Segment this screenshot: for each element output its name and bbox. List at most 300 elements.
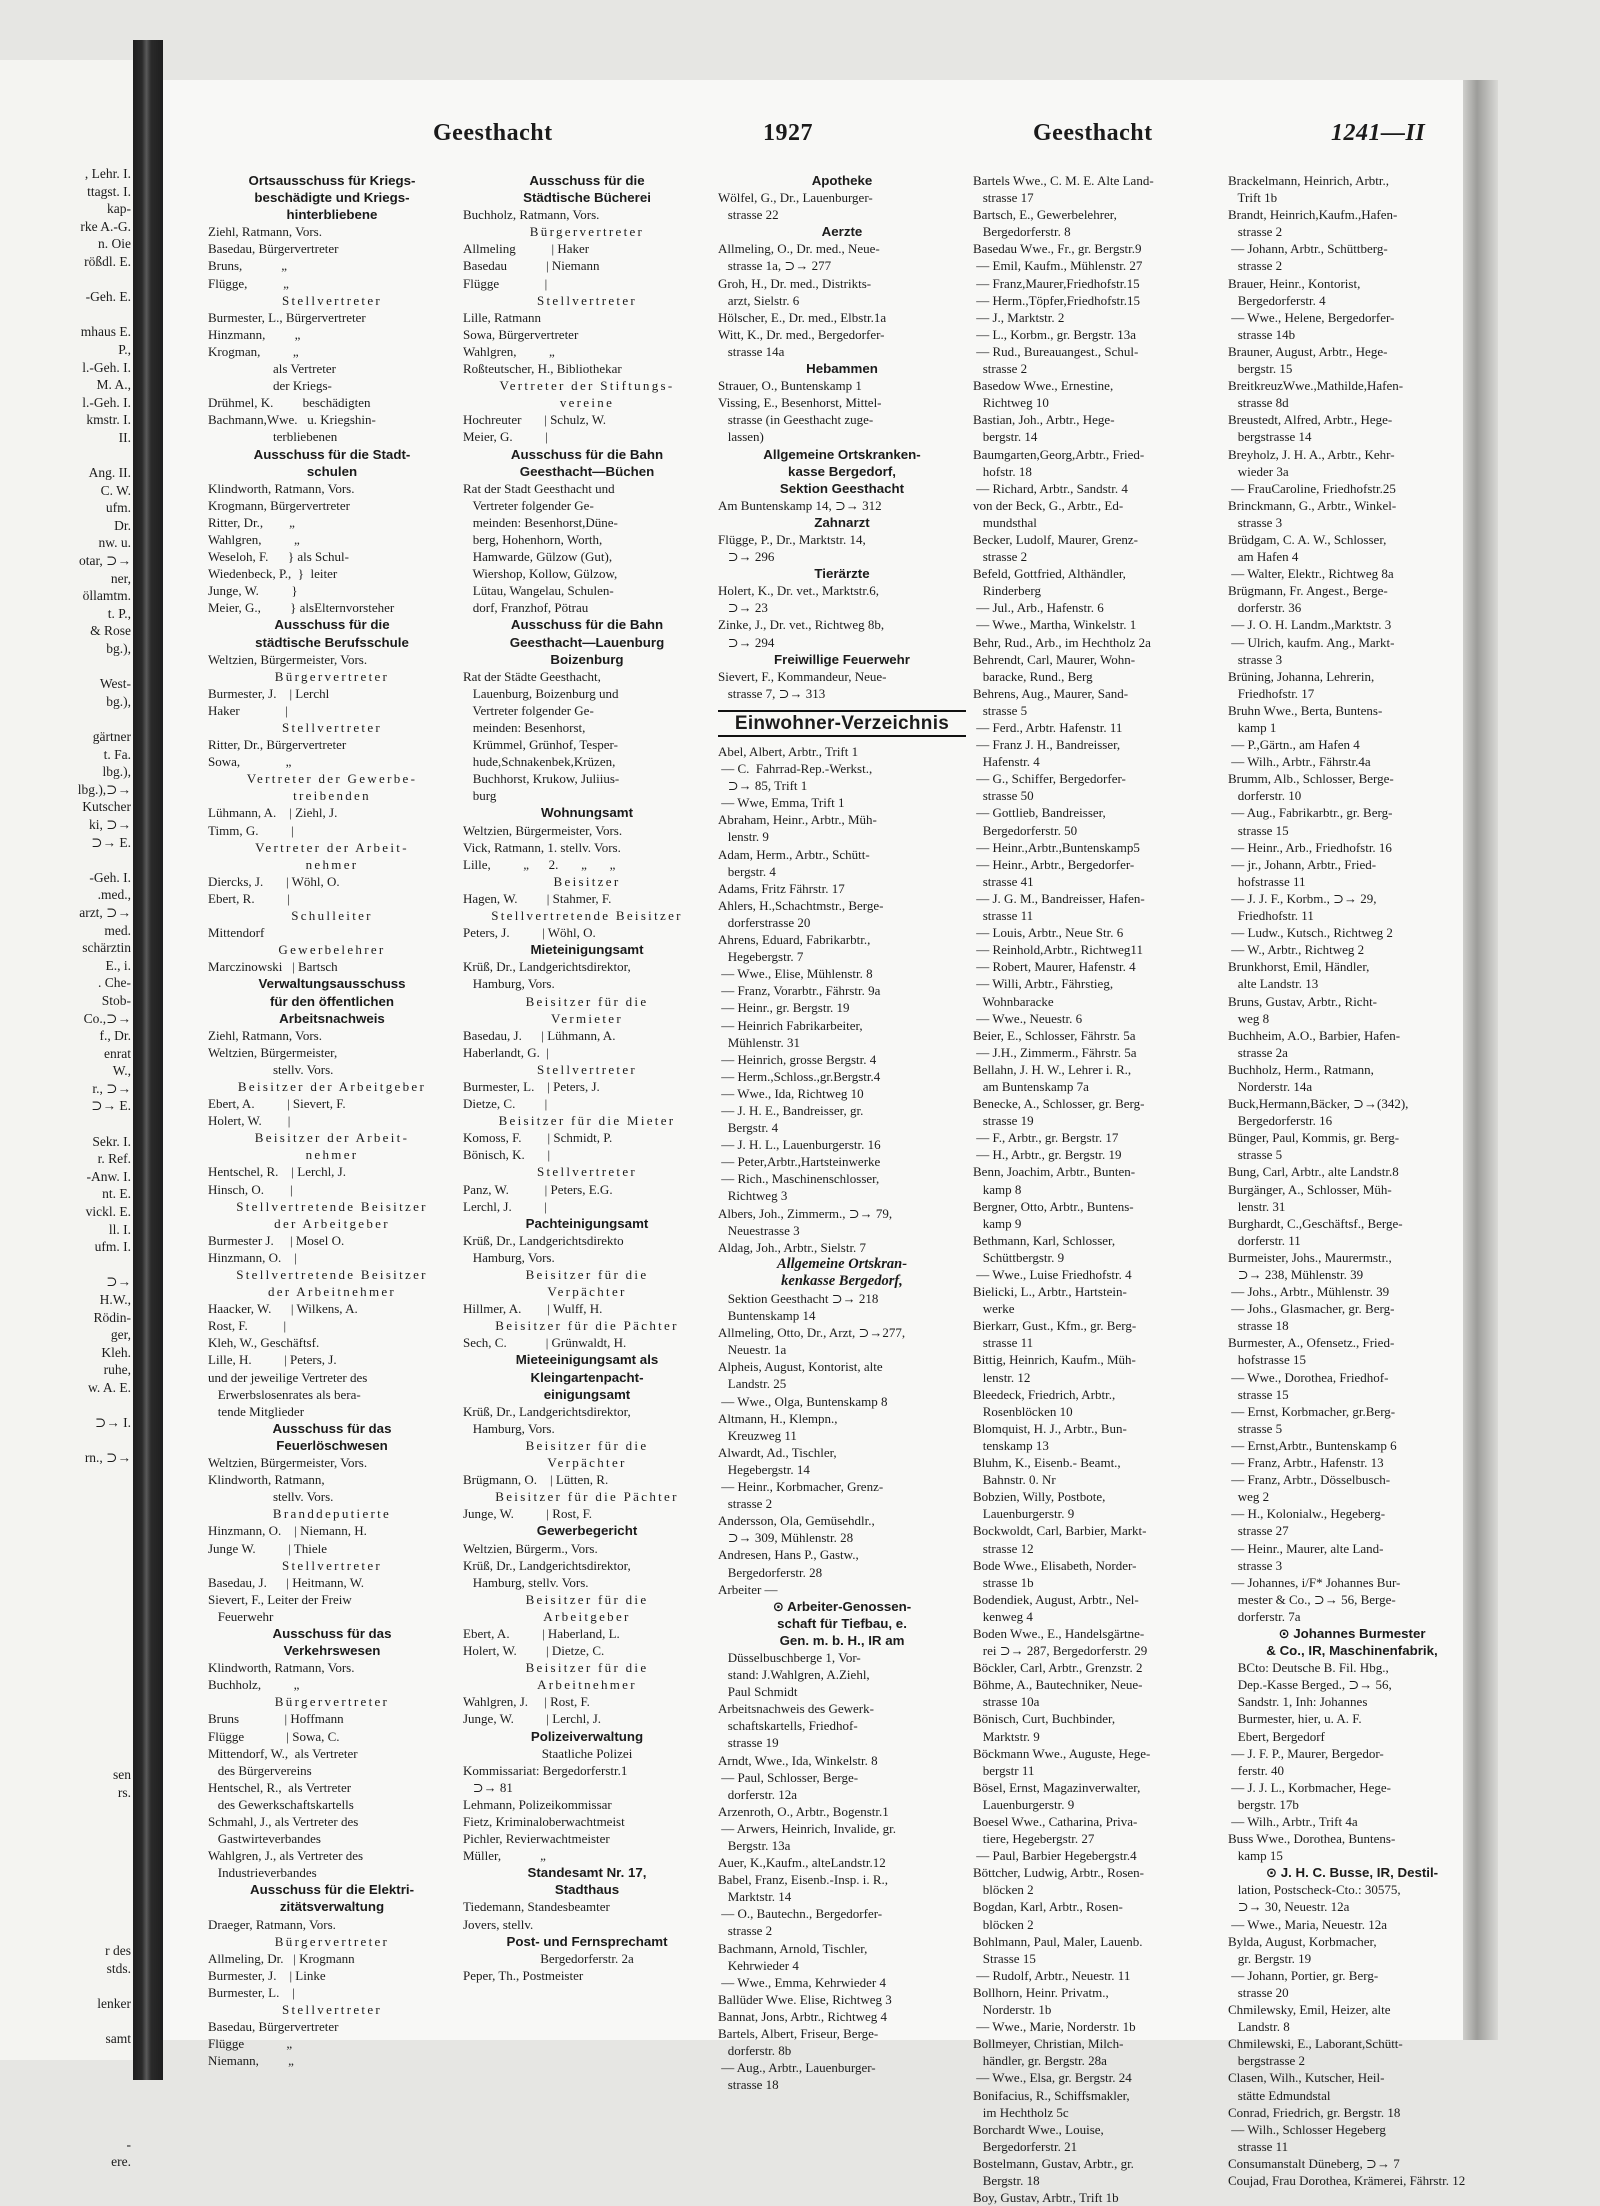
col3-line: — Aug., Arbtr., Lauenburger-: [718, 2060, 876, 2076]
col2-heading: Standesamt Nr. 17,: [527, 1865, 647, 1881]
col5-line: — J. F. P., Maurer, Bergedor-: [1228, 1745, 1384, 1761]
left-page-line: Ang. II.: [88, 465, 131, 481]
col5-line: strasse 3: [1228, 651, 1283, 667]
col2-line: Weltzien, Bürgermeister, Vors.: [463, 822, 623, 838]
col3-line: — Wwe, Emma, Trift 1: [718, 795, 845, 811]
col2-line: Hamburg, stellv. Vors.: [463, 1574, 589, 1590]
col3-line: Paul Schmidt: [718, 1684, 798, 1700]
col5-line: Burmester, hier, u. A. F.: [1228, 1711, 1362, 1727]
left-page-line: bg.),: [106, 693, 131, 709]
col4-line: kenweg 4: [973, 1608, 1033, 1624]
col2-heading: Ausschuss für die Bahn: [510, 617, 664, 633]
col2-line: Allmeling | Haker: [463, 241, 590, 257]
col4-line: — H., Arbtr., gr. Bergstr. 19: [973, 1147, 1122, 1163]
col3-line: — Wwe., Ida, Richtweg 10: [718, 1085, 864, 1101]
col5-line: — Ernst,Arbtr., Buntenskamp 6: [1228, 1437, 1397, 1453]
col2-line: Beisitzer für die: [525, 1591, 649, 1607]
col3-line: Düsselbuschberge 1, Vor-: [718, 1649, 861, 1665]
col3-line: schaftskartells, Friedhof-: [718, 1718, 858, 1734]
col2-heading: Städtische Bücherei: [523, 190, 651, 206]
col1-line: Schulleiter: [291, 908, 373, 924]
col4-line: — J., Marktstr. 2: [973, 309, 1065, 325]
col2-line: Hochreuter | Schulz, W.: [463, 412, 607, 428]
left-page-line: ll. I.: [108, 1221, 131, 1237]
col4-line: strasse 12: [973, 1540, 1034, 1556]
left-page-line: [0, 1537, 135, 1555]
col1-heading: Ausschuss für die Stadt-: [253, 446, 411, 462]
left-page-line: ere.: [111, 2154, 131, 2170]
col1-line: nehmer: [305, 1147, 359, 1163]
column-2: [463, 172, 711, 1984]
col1-line: Hinzmann, „: [208, 326, 301, 342]
col5-line: ⊃→ 238, Mühlenstr. 39: [1228, 1267, 1364, 1282]
col4-line: Bockwoldt, Carl, Barbier, Markt-: [973, 1523, 1147, 1539]
col5-line: — H., Kolonialw., Hegeberg-: [1228, 1506, 1386, 1522]
col4-line: Benn, Joachim, Arbtr., Bunten-: [973, 1164, 1136, 1180]
col4-line: Baumgarten,Georg,Arbtr., Fried-: [973, 446, 1145, 462]
col1-line: Allmeling, Dr. | Krogmann: [208, 1950, 355, 1966]
col2-line: vereine: [559, 395, 615, 411]
col4-line: — Paul, Barbier Hegebergstr.4: [973, 1848, 1137, 1864]
col3-line: Mühlenstr. 31: [718, 1034, 800, 1050]
col5-line: strasse 20: [1228, 1984, 1289, 2000]
col4-line: Rinderberg: [973, 583, 1041, 599]
column-4: [973, 172, 1221, 2206]
col2-line: Tiedemann, Standesbeamter: [463, 1899, 610, 1915]
col1-line: Burmester, J. | Linke: [208, 1967, 326, 1983]
col5-line: Brauner, August, Arbtr., Hege-: [1228, 343, 1388, 359]
col3-line: dorferstr. 12a: [718, 1786, 798, 1802]
col3-line: — Franz, Vorarbtr., Fährstr. 9a: [718, 983, 881, 999]
col1-line: Mittendorf, W., als Vertreter: [208, 1745, 358, 1761]
col5-line: strasse 2: [1228, 224, 1283, 240]
col3-line: Andresen, Hans P., Gastw.,: [718, 1547, 859, 1563]
left-page-line: Kutscher: [82, 799, 131, 815]
col4-line: Bode Wwe., Elisabeth, Norder-: [973, 1557, 1137, 1573]
col3-line: Ahrens, Eduard, Fabrikarbtr.,: [718, 932, 871, 948]
col2-line: Stellvertreter: [536, 292, 638, 308]
col4-line: — Herm.,Töpfer,Friedhofstr.15: [973, 292, 1141, 308]
col4-line: Bobzien, Willy, Postbote,: [973, 1489, 1106, 1505]
col3-line: Buntenskamp 14: [718, 1308, 816, 1324]
col2-line: burg: [463, 788, 497, 804]
col4-line: Lauenburgerstr. 9: [973, 1796, 1075, 1812]
col1-line: Ritter, Dr., Bürgervertreter: [208, 737, 347, 753]
left-page-line: arzt, ⊃→: [79, 904, 131, 920]
col4-line: — L., Korbm., gr. Bergstr. 13a: [973, 326, 1136, 342]
col1-line: Hinzmann, O. | Niemann, H.: [208, 1523, 367, 1539]
left-page-line: II.: [118, 429, 131, 445]
left-page-line: l.-Geh. I.: [82, 359, 131, 375]
left-page-line: [0, 2118, 135, 2136]
col4-line: strasse 17: [973, 190, 1034, 206]
col2-line: Hamburg, Vors.: [463, 976, 555, 992]
col5-line: Brüning, Johanna, Lehrerin,: [1228, 668, 1375, 684]
col1-line: Buchholz, „: [208, 1677, 300, 1693]
col2-line: Rat der Städte Geesthacht,: [463, 668, 601, 684]
col2-line: Beisitzer: [553, 873, 621, 889]
col5-line: Buck,Hermann,Bäcker, ⊃→(342),: [1228, 1096, 1409, 1112]
col2-line: Vertreter folgender Ge-: [463, 702, 594, 718]
col3-line: ⊃→ 296: [718, 549, 775, 565]
col5-line: Brügmann, Fr. Angest., Berge-: [1228, 583, 1388, 599]
col1-line: Flügge | Sowa, C.: [208, 1728, 340, 1744]
col5-heading: & Co., IR, Maschinenfabrik,: [1266, 1643, 1438, 1659]
left-page-line: kmstr. I.: [86, 412, 131, 428]
col2-line: Hillmer, A. | Wulff, H.: [463, 1301, 603, 1317]
col1-line: Flügge, „: [208, 275, 289, 291]
col4-line: Hafenstr. 4: [973, 754, 1040, 770]
col3-line: Altmann, H., Klempn.,: [718, 1410, 838, 1426]
col5-line: strasse 11: [1228, 2138, 1289, 2154]
col2-line: Beisitzer für die: [525, 1437, 649, 1453]
left-page-line: r des: [105, 1942, 131, 1958]
left-page-line: bg.),: [106, 641, 131, 657]
col5-heading: ⊙ J. H. C. Busse, IR, Destil-: [1265, 1865, 1439, 1881]
col2-heading: Kleingartenpacht-: [530, 1369, 644, 1385]
left-page-line: [0, 1907, 135, 1925]
col4-line: strasse 11: [973, 1335, 1034, 1351]
col1-line: Diercks, J. | Wöhl, O.: [208, 873, 340, 889]
col5-line: bergstrasse 14: [1228, 429, 1312, 445]
col5-line: — Wilh., Arbtr., Trift 4a: [1228, 1814, 1358, 1829]
left-page-text: [0, 60, 135, 2171]
col4-line: Böhme, A., Bautechniker, Neue-: [973, 1677, 1143, 1693]
left-page-line: [0, 1801, 135, 1819]
col4-line: Bergedorferstr. 21: [973, 2138, 1078, 2154]
left-page-line: [0, 1854, 135, 1872]
col1-heading: Ausschuss für das: [272, 1420, 392, 1436]
col1-line: Klindworth, Ratmann, Vors.: [208, 1660, 355, 1676]
col2-line: Stellvertretende Beisitzer: [491, 908, 683, 924]
col5-line: strasse 18: [1228, 1318, 1289, 1334]
col3-line: Wölfel, G., Dr., Lauenburger-: [718, 190, 873, 206]
col4-line: Bastian, Joh., Arbtr., Hege-: [973, 412, 1115, 428]
left-page-line: l.-Geh. I.: [82, 394, 131, 410]
col3-line: Flügge, P., Dr., Marktstr. 14,: [718, 531, 866, 547]
col4-line: Rosenblöcken 10: [973, 1403, 1073, 1419]
col2-line: Bönisch, K. |: [463, 1147, 551, 1163]
col2-line: Krüß, Dr., Landgerichtsdirektor,: [463, 959, 631, 975]
col4-line: rei ⊃→ 287, Bergedorferstr. 29: [973, 1643, 1148, 1659]
col4-line: Bonifacius, R., Schiffsmakler,: [973, 2087, 1130, 2103]
col1-heading: Ausschuss für die: [274, 617, 390, 633]
left-page-line: stds.: [106, 1960, 131, 1976]
left-page-line: [0, 1731, 135, 1749]
col3-line: lassen): [718, 429, 764, 445]
col3-heading: kasse Bergedorf,: [788, 463, 896, 479]
col2-line: Lütau, Wangelau, Schulen-: [463, 583, 614, 599]
col4-line: — Wwe., Luise Friedhofstr. 4: [973, 1267, 1132, 1282]
col5-line: dorferstr. 10: [1228, 788, 1302, 804]
col5-line: Landstr. 8: [1228, 2019, 1290, 2035]
col5-line: kamp 1: [1228, 720, 1277, 735]
col4-line: Bierkarr, Gust., Kfm., gr. Berg-: [973, 1318, 1137, 1334]
col1-line: Lille, H. | Peters, J.: [208, 1352, 337, 1368]
col3-line: strasse 19: [718, 1735, 779, 1751]
col4-line: — Reinhold,Arbtr., Richtweg11: [973, 942, 1143, 958]
left-page-line: [0, 2012, 135, 2030]
col4-line: Bartels Wwe., C. M. E. Alte Land-: [973, 173, 1154, 188]
col5-line: — J. J. L., Korbmacher, Hege-: [1228, 1779, 1392, 1795]
col1-line: Stellvertreter: [281, 292, 383, 308]
col5-line: — W., Arbtr., Richtweg 2: [1228, 942, 1365, 958]
col2-line: Buchholz, Ratmann, Vors.: [463, 207, 600, 223]
col2-line: Stellvertreter: [536, 1061, 638, 1077]
col2-line: Beisitzer für die Mieter: [498, 1113, 676, 1129]
col2-line: Lauenburg, Boizenburg und: [463, 685, 619, 701]
col2-line: Holert, W. | Dietze, C.: [463, 1643, 605, 1659]
col3-line: ⊃→ 23: [718, 600, 768, 616]
column-3: [718, 172, 966, 2093]
col2-line: berg, Hohenhorn, Worth,: [463, 531, 603, 547]
col1-line: stellv. Vors.: [208, 1489, 334, 1505]
col5-line: Brauer, Heinr., Kontorist,: [1228, 275, 1361, 291]
col2-heading: Ausschuss für die Bahn: [510, 446, 664, 462]
col4-line: hofstr. 18: [973, 463, 1032, 479]
col5-line: Chmilewski, E., Laborant,Schütt-: [1228, 2036, 1403, 2052]
col4-line: strasse 2: [973, 549, 1028, 565]
col4-line: Borchardt Wwe., Louise,: [973, 2121, 1104, 2137]
col5-line: — Wwe., Maria, Neuestr. 12a: [1228, 1916, 1387, 1932]
left-page-line: rößdl. E.: [84, 253, 131, 269]
col1-line: Basedau, Bürgervertreter: [208, 2019, 339, 2035]
col4-line: — Richard, Arbtr., Sandstr. 4: [973, 480, 1128, 496]
col5-line: hofstrasse 11: [1228, 873, 1306, 889]
directory-page: [163, 80, 1466, 2206]
col3-line: Arbeitsnachweis des Gewerk-: [718, 1701, 874, 1717]
col2-line: Dietze, C. |: [463, 1096, 548, 1112]
col5-line: Coujad, Frau Dorothea, Krämerei, Fährstr. 12: [1228, 2172, 1466, 2188]
col3-line: Witt, K., Dr. med., Bergedorfer-: [718, 326, 885, 342]
left-page-line: [0, 1678, 135, 1696]
col5-line: weg 2: [1228, 1489, 1270, 1505]
left-page-line: M. A.,: [96, 377, 131, 393]
col4-line: Bollhorn, Heinr. Privatm.,: [973, 1984, 1109, 2000]
col2-line: Komoss, F. | Schmidt, P.: [463, 1130, 613, 1146]
col5-line: — Heinr., Maurer, alte Land-: [1228, 1540, 1384, 1556]
col3-line: Marktstr. 14: [718, 1889, 792, 1905]
col2-line: ⊃→ 81: [463, 1779, 513, 1795]
col5-line: — J. J. F., Korbm., ⊃→ 29,: [1228, 890, 1377, 906]
col1-line: Erwerbslosenrates als bera-: [208, 1386, 361, 1402]
col1-line: Bruns, „: [208, 258, 288, 274]
col5-line: Trift 1b: [1228, 190, 1278, 206]
col1-line: Weltzien, Bürgermeister, Vors.: [208, 651, 368, 667]
col5-line: — Wilh., Arbtr., Fährstr.4a: [1228, 754, 1371, 770]
col4-line: — Wwe., Neuestr. 6: [973, 1010, 1083, 1026]
col5-line: strasse 8d: [1228, 395, 1289, 411]
col4-line: Bellahn, J. H. W., Lehrer i. R.,: [973, 1061, 1132, 1077]
col3-line: — O., Bautechn., Bergedorfer-: [718, 1906, 883, 1922]
col5-line: am Hafen 4: [1228, 549, 1299, 565]
col2-line: Junge, W. | Rost, F.: [463, 1506, 593, 1522]
col2-heading: Wohnungsamt: [540, 805, 634, 821]
col1-line: nehmer: [305, 856, 359, 872]
col1-line: tende Mitglieder: [208, 1403, 305, 1419]
col1-line: Sowa, „: [208, 754, 292, 770]
left-page-line: W.,: [112, 1063, 131, 1079]
col5-line: — Johs., Arbtr., Mühlenstr. 39: [1228, 1284, 1390, 1300]
col3-line: arzt, Sielstr. 6: [718, 292, 800, 308]
left-page-line: -Geh. E.: [85, 289, 131, 305]
col2-line: Wahlgren, „: [463, 343, 555, 359]
col5-line: Burghardt, C.,Geschäftsf., Berge-: [1228, 1215, 1403, 1231]
col5-line: hofstrasse 15: [1228, 1352, 1306, 1368]
page-header: [163, 120, 1463, 160]
col3-line: Aldag, Joh., Arbtr., Sielstr. 7: [718, 1239, 867, 1255]
left-page-fragment: [0, 60, 135, 2170]
left-page-line: t. P.,: [107, 605, 131, 621]
col1-line: Vertreter der Arbeit-: [255, 839, 409, 855]
col4-line: Beier, E., Schlosser, Fährstr. 5a: [973, 1027, 1136, 1043]
col4-line: Bohlmann, Paul, Maler, Lauenb.: [973, 1933, 1143, 1949]
left-page-line: .med.,: [97, 887, 131, 903]
col1-line: Klindworth, Ratmann,: [208, 1472, 325, 1488]
col3-line: Groh, H., Dr. med., Distrikts-: [718, 275, 872, 291]
col5-line: strasse 5: [1228, 1147, 1283, 1163]
left-page-line: West-: [99, 676, 131, 692]
col4-line: — Ferd., Arbtr. Hafenstr. 11: [973, 720, 1123, 735]
col2-line: Kommissariat: Bergedorferstr.1: [463, 1762, 628, 1778]
col1-line: Flügge „: [208, 2036, 293, 2052]
col1-line: Burmester, J. | Lerchl: [208, 685, 330, 701]
left-page-line: Kleh.: [101, 1344, 131, 1360]
col4-line: werke: [973, 1301, 1015, 1317]
col3-heading: schaft für Tiefbau, e.: [777, 1615, 907, 1631]
left-page-line: . Che-: [98, 975, 131, 991]
col4-line: Becker, Ludolf, Maurer, Grenz-: [973, 531, 1138, 547]
col1-line: Bachmann,Wwe. u. Kriegshin-: [208, 412, 376, 428]
col3-line: Bergedorferstr. 28: [718, 1564, 823, 1580]
col1-line: Weltzien, Bürgermeister,: [208, 1044, 338, 1060]
col3-line: Ballüder Wwe. Elise, Richtweg 3: [718, 1991, 892, 2007]
left-page-line: rke A.-G.: [80, 218, 131, 234]
col4-line: — Gottlieb, Bandreisser,: [973, 805, 1106, 821]
left-page-line: ⊃→ I.: [94, 1415, 131, 1431]
col4-line: bergstr. 14: [973, 429, 1038, 445]
col5-line: strasse 27: [1228, 1523, 1289, 1539]
col3-line: Alwardt, Ad., Tischler,: [718, 1444, 837, 1460]
col1-line: Holert, W. |: [208, 1113, 291, 1129]
col3-line: Abel, Albert, Arbtr., Trift 1: [718, 744, 859, 759]
col4-line: Böttcher, Ludwig, Arbtr., Rosen-: [973, 1865, 1144, 1881]
col3-line: Arndt, Wwe., Ida, Winkelstr. 8: [718, 1752, 878, 1768]
left-page-line: [0, 1115, 135, 1133]
left-page-line: ki, ⊃→: [88, 816, 131, 832]
col3-heading: ⊙ Arbeiter-Genossen-: [772, 1598, 912, 1614]
col5-line: dorferstr. 7a: [1228, 1608, 1301, 1624]
left-page-line: nw. u.: [98, 535, 131, 551]
col4-line: am Buntenskamp 7a: [973, 1078, 1089, 1094]
col3-line: — C. Fahrrad-Rep.-Werkst.,: [718, 761, 873, 777]
left-page-line: [0, 1836, 135, 1854]
col4-line: Bergner, Otto, Arbtr., Buntens-: [973, 1198, 1134, 1214]
col5-line: — Ludw., Kutsch., Richtweg 2: [1228, 925, 1393, 941]
col3-line: bergstr. 4: [718, 863, 776, 879]
left-page-line: [0, 1485, 135, 1503]
col1-line: der Arbeitgeber: [274, 1215, 390, 1231]
col1-line: Burmester J. | Mosel O.: [208, 1232, 345, 1248]
col3-line: Allmeling, O., Dr. med., Neue-: [718, 241, 880, 257]
col5-line: — P.,Gärtn., am Hafen 4: [1228, 737, 1360, 753]
col1-line: Haacker, W. | Wilkens, A.: [208, 1301, 358, 1317]
col3-line: Adam, Herm., Arbtr., Schütt-: [718, 846, 870, 862]
col4-line: blöcken 2: [973, 1916, 1034, 1932]
col3-heading: Tierärzte: [814, 566, 870, 582]
col1-line: Krogman, „: [208, 343, 299, 359]
col4-line: — Heinr.,Arbtr.,Buntenskamp5: [973, 839, 1140, 855]
col3-line: Bachmann, Arnold, Tischler,: [718, 1940, 868, 1956]
col4-line: strasse 2: [973, 361, 1028, 377]
left-page-line: [0, 2065, 135, 2083]
col4-line: strasse 41: [973, 873, 1034, 889]
header-page-number: 1241—II: [1331, 120, 1426, 146]
col4-line: tiere, Hegebergstr. 27: [973, 1831, 1095, 1847]
col3-line: strasse 7, ⊃→ 313: [718, 685, 826, 701]
col4-line: — Franz J. H., Bandreisser,: [973, 737, 1121, 753]
col2-heading: Mieteeinigungsamt als: [515, 1352, 659, 1368]
col3-line: Andersson, Ola, Gemüsehdlr.,: [718, 1513, 875, 1529]
col1-line: Draeger, Ratmann, Vors.: [208, 1916, 336, 1932]
col2-heading: Stadthaus: [554, 1882, 620, 1898]
left-page-line: [0, 1977, 135, 1995]
col4-line: — Heinr., Arbtr., Bergedorfer-: [973, 856, 1135, 872]
col1-heading: hinterbliebene: [286, 207, 378, 223]
col5-line: — Johann, Arbtr., Schüttberg-: [1228, 241, 1388, 257]
col3-heading: kenkasse Bergedorf,: [781, 1272, 903, 1289]
left-page-line: ruhe,: [103, 1362, 131, 1378]
col1-line: Stellvertretende Beisitzer: [236, 1267, 428, 1282]
col2-line: Müller, „: [463, 1848, 546, 1864]
col2-line: Krüß, Dr., Landgerichtsdirekto: [463, 1232, 624, 1248]
col4-line: strasse 11: [973, 908, 1034, 924]
left-page-line: ⊃→ E.: [91, 834, 131, 850]
col3-line: Strauer, O., Buntenskamp 1: [718, 378, 862, 394]
col2-heading: Geesthacht—Lauenburg: [509, 634, 665, 650]
col5-line: Bünger, Paul, Kommis, gr. Berg-: [1228, 1130, 1400, 1146]
col5-line: Bergedorferstr. 16: [1228, 1113, 1333, 1129]
col1-line: Ebert, A. | Sievert, F.: [208, 1096, 346, 1112]
left-page-line: ufm.: [105, 500, 131, 516]
col1-line: Klindworth, Ratmann, Vors.: [208, 480, 355, 496]
col3-line: ⊃→ 294: [718, 634, 775, 650]
col5-line: bergstr. 15: [1228, 361, 1293, 377]
column-5: [1228, 172, 1476, 2189]
col3-line: Ahlers, H.,Schachtmstr., Berge-: [718, 897, 884, 913]
col3-line: strasse 18: [718, 2077, 779, 2093]
col3-line: strasse 2: [718, 1496, 773, 1512]
left-page-line: Dr.: [114, 517, 131, 533]
col5-line: Buchholz, Herm., Ratmann,: [1228, 1061, 1374, 1077]
left-page-line: [0, 851, 135, 869]
left-page-line: mhaus E.: [80, 324, 131, 340]
col3-line: Albers, Joh., Zimmerm., ⊃→ 79,: [718, 1205, 893, 1221]
col3-line: — J. H. L., Lauenburgerstr. 16: [718, 1137, 881, 1153]
col1-line: und der jeweilige Vertreter des: [208, 1369, 368, 1385]
col4-line: Bönisch, Curt, Buchbinder,: [973, 1711, 1116, 1727]
col4-line: strasse 1b: [973, 1574, 1034, 1590]
left-page-line: rn., ⊃→: [84, 1450, 131, 1466]
col1-line: Beisitzer der Arbeitgeber: [237, 1078, 427, 1094]
col3-line: — Wwe., Elise, Mühlenstr. 8: [718, 966, 873, 982]
col4-line: strasse 10a: [973, 1694, 1040, 1710]
col5-line: Breyholz, J. H. A., Arbtr., Kehr-: [1228, 446, 1395, 462]
left-page-line: lbg.),: [102, 764, 131, 780]
col2-line: Beisitzer für die: [525, 1660, 649, 1676]
col2-line: Beisitzer für die Pächter: [495, 1489, 679, 1505]
col1-line: Stellvertreter: [281, 2002, 383, 2018]
